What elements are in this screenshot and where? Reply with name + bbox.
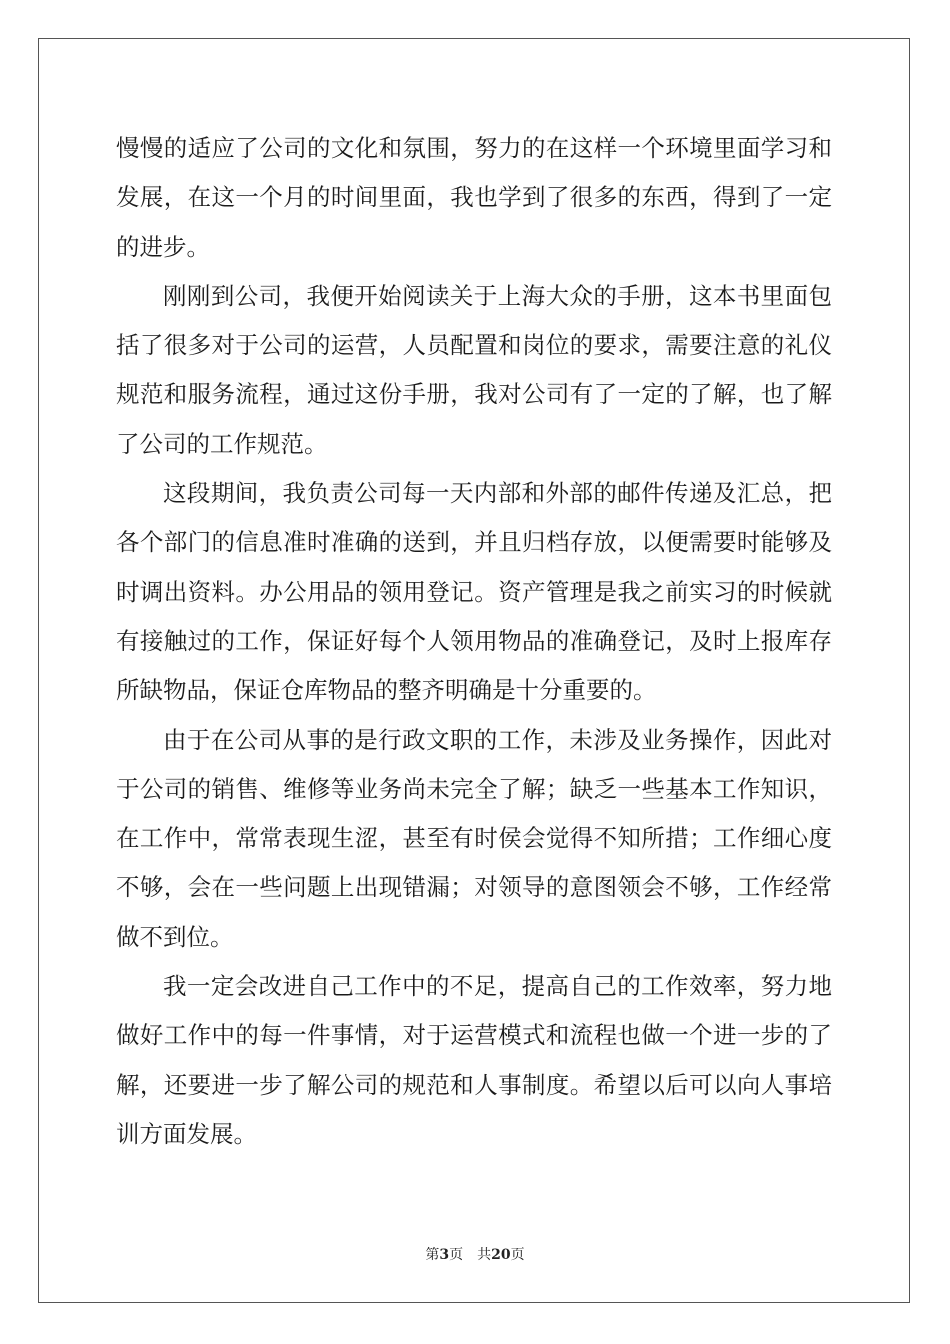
text-line: 做不到位。 <box>116 922 234 951</box>
paragraph-first-line: 由于在公司从事的是行政文职的工作，未涉及业务操作，因此对 <box>163 725 832 754</box>
paragraph-first-line: 刚刚到公司，我便开始阅读关于上海大众的手册，这本书里面包 <box>163 281 832 310</box>
text-line: 发展，在这一个月的时间里面，我也学到了很多的东西，得到了一定 <box>116 183 832 212</box>
text-line: 做好工作中的每一件事情，对于运营模式和流程也做一个进一步的了 <box>116 1021 832 1050</box>
text-line: 训方面发展。 <box>116 1119 257 1148</box>
page-total: 共20页 <box>477 1247 525 1263</box>
text-line: 括了很多对于公司的运营，人员配置和岗位的要求，需要注意的礼仪 <box>116 331 832 360</box>
paragraph-first-line: 这段期间，我负责公司每一天内部和外部的邮件传递及汇总，把 <box>163 479 832 508</box>
text-line: 有接触过的工作，保证好每个人领用物品的准确登记，及时上报库存 <box>116 626 832 655</box>
text-line: 在工作中，常常表现生涩，甚至有时侯会觉得不知所措；工作细心度 <box>116 824 832 853</box>
page-footer <box>0 1246 950 1264</box>
text-line: 不够，会在一些问题上出现错漏；对领导的意图领会不够，工作经常 <box>116 873 832 902</box>
page-number: 第3页 <box>425 1247 464 1263</box>
text-line: 时调出资料。办公用品的领用登记。资产管理是我之前实习的时候就 <box>116 577 832 606</box>
text-line: 各个部门的信息准时准确的送到，并且归档存放，以便需要时能够及 <box>116 528 832 557</box>
text-line: 慢慢的适应了公司的文化和氛围，努力的在这样一个环境里面学习和 <box>116 134 832 162</box>
text-line: 了公司的工作规范。 <box>116 429 328 458</box>
document-body <box>116 124 832 1159</box>
text-line: 所缺物品，保证仓库物品的整齐明确是十分重要的。 <box>116 676 657 705</box>
text-line: 于公司的销售、维修等业务尚未完全了解；缺乏一些基本工作知识， <box>116 774 832 803</box>
paragraph-first-line: 我一定会改进自己工作中的不足，提高自己的工作效率，努力地 <box>163 972 832 1001</box>
text-line: 的进步。 <box>116 232 210 261</box>
text-line: 解，还要进一步了解公司的规范和人事制度。希望以后可以向人事培 <box>116 1070 832 1099</box>
text-line: 规范和服务流程，通过这份手册，我对公司有了一定的了解，也了解 <box>116 380 832 409</box>
